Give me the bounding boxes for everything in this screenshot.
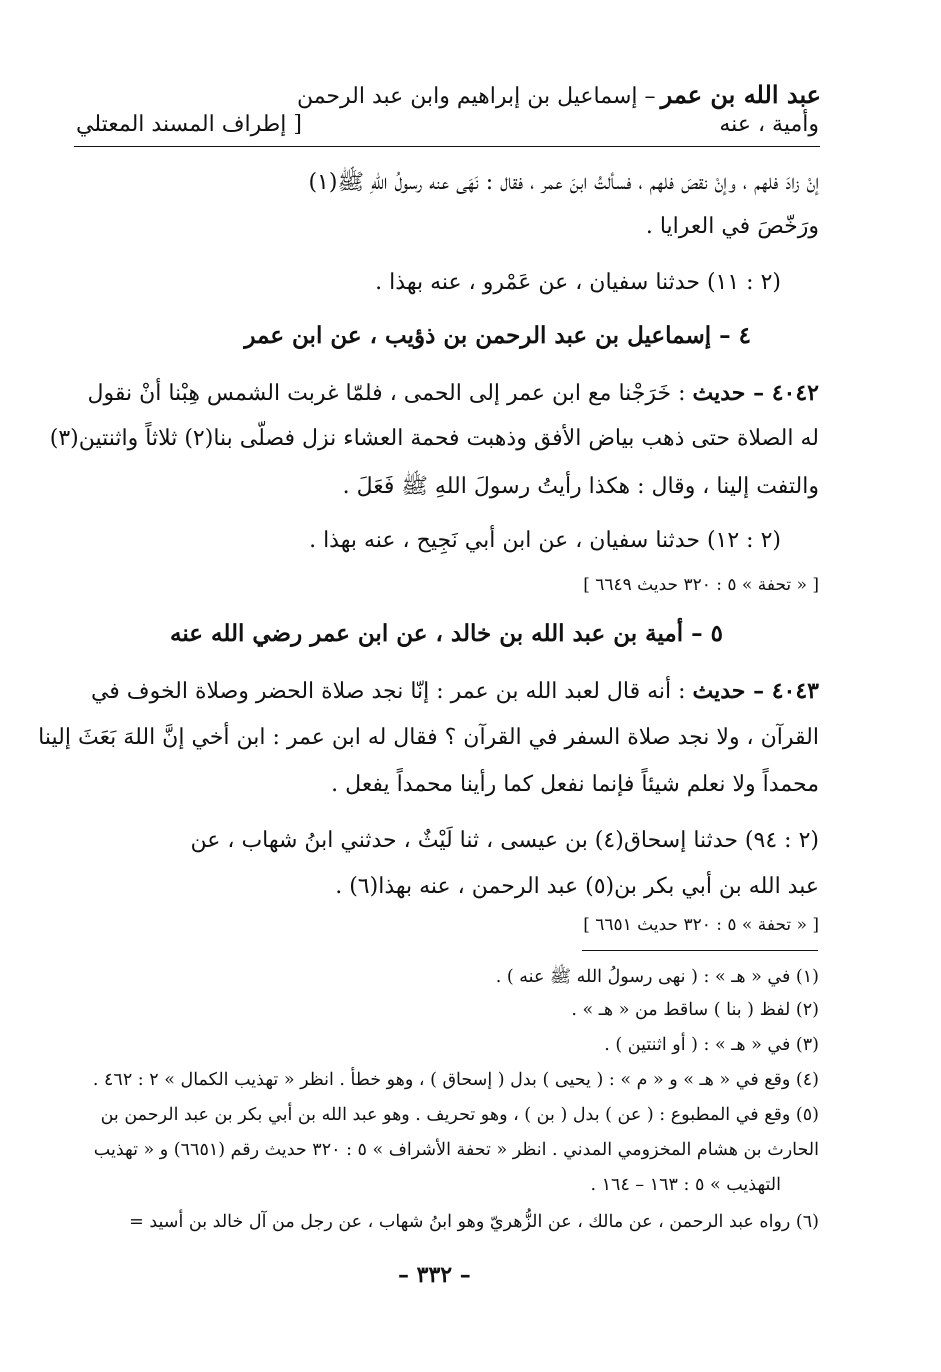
header-title-rest: – إسماعيل بن إبراهيم وابن عبد الرحمن	[296, 84, 656, 109]
footnote-1: (١) في « هـ » : ( نهى رسولُ الله ﷺ عنه ) .	[495, 967, 819, 987]
header-rule	[74, 146, 820, 147]
hadith-4042-tuhfa-ref: [ « تحفة » ٥ : ٣٢٠ حديث ٦٦٤٩ ]	[583, 575, 819, 595]
hadith-4042-text-1: : خَرَجْنا مع ابن عمر إلى الحمى ، فلمّا غربت الشمس هِبْنا أنْ نقول	[87, 381, 686, 406]
footnote-6: (٦) رواه عبد الرحمن ، عن مالك ، عن الزُّهريّ وهو ابنُ شهاب ، عن رجل من آل خالد بن أسيد =	[129, 1212, 819, 1232]
body-line-1: إنْ زادَ فلهم ، وإنْ نقصَ فلهم ، فسألتُ ابنَ عمر ، فقال : نَهَى عنه رسولُ اللهِ ﷺ(١)	[308, 170, 819, 195]
hadith-4042-isnad: (٢ : ١٢) حدثنا سفيان ، عن ابن أبي نَجِيح ، عنه بهذا .	[309, 528, 781, 553]
hadith-4043-tuhfa-ref: [ « تحفة » ٥ : ٣٢٠ حديث ٦٦٥١ ]	[583, 915, 819, 935]
header-subtitle: وأمية ، عنه	[719, 112, 819, 137]
footnote-5-line-1: (٥) وقع في المطبوع : ( عن ) بدل ( بن ) ، وهو تحريف . وهو عبد الله بن أبي بكر بن عبد الرحمن بن	[100, 1105, 819, 1125]
page-number: – ٣٣٢ –	[398, 1262, 471, 1288]
hadith-4042-line-3: والتفت إلينا ، وقال : هكذا رأيتُ رسولَ اللهِ ﷺ فَعَلَ .	[342, 474, 819, 499]
footnote-5-line-3: التهذيب » ٥ : ١٦٣ – ١٦٤ .	[590, 1175, 781, 1195]
footnote-2: (٢) لفظ ( بنا ) ساقط من « هـ » .	[571, 1000, 819, 1020]
footnote-separator	[582, 950, 818, 951]
hadith-4042-line-2: له الصلاة حتى ذهب بياض الأفق وذهبت فحمة العشاء نزل فصلّى بنا(٢) ثلاثاً واثنتين(٣)	[49, 426, 819, 451]
hadith-4043-isnad-2: عبد الله بن أبي بكر بن(٥) عبد الرحمن ، عنه بهذا(٦) .	[335, 874, 819, 899]
footnote-3: (٣) في « هـ » : ( أو اثنتين ) .	[604, 1035, 819, 1055]
hadith-4043-line-1	[91, 678, 819, 704]
running-header-title	[297, 80, 821, 109]
hadith-4043-text-1: : أنه قال لعبد الله بن عمر : إنّا نجد صلاة الحضر وصلاة الخوف في	[90, 679, 686, 704]
hadith-4043-line-3: محمداً ولا نعلم شيئاً فإنما نفعل كما رأينا محمداً يفعل .	[331, 772, 819, 797]
section-heading-4: ٤ – إسماعيل بن عبد الرحمن بن ذؤيب ، عن ابن عمر	[244, 322, 751, 349]
hadith-4043-line-2: القرآن ، ولا نجد صلاة السفر في القرآن ؟ فقال له ابن عمر : ابن أخي إنَّ اللهَ بَعَثَ إلينا	[38, 725, 819, 750]
isnad-line: (٢ : ١١) حدثنا سفيان ، عن عَمْرو ، عنه بهذا .	[375, 270, 781, 295]
section-heading-5: ٥ – أمية بن عبد الله بن خالد ، عن ابن عمر رضي الله عنه	[170, 620, 723, 647]
footnote-4: (٤) وقع في « هـ » و « م » : ( يحيى ) بدل ( إسحاق ) ، وهو خطأ . انظر « تهذيب الكمال » ٢ : ٤٦٢ .	[92, 1070, 819, 1090]
hadith-4043-number: ٤٠٤٣ – حديث	[692, 678, 819, 704]
header-book-name: [ إطراف المسند المعتلي	[76, 112, 302, 137]
hadith-4042-line-1	[87, 380, 819, 406]
hadith-4042-number: ٤٠٤٢ – حديث	[692, 380, 819, 406]
footnote-5-line-2: الحارث بن هشام المخزومي المدني . انظر « تحفة الأشراف » ٥ : ٣٢٠ حديث رقم (٦٦٥١) و « تهذيب	[93, 1140, 819, 1160]
hadith-4043-isnad-1: (٢ : ٩٤) حدثنا إسحاق(٤) بن عيسى ، ثنا لَيْثٌ ، حدثني ابنُ شهاب ، عن	[190, 828, 819, 853]
header-title-bold: عبد الله بن عمر	[660, 80, 821, 109]
body-line-2: ورَخّصَ في العرايا .	[645, 214, 819, 239]
